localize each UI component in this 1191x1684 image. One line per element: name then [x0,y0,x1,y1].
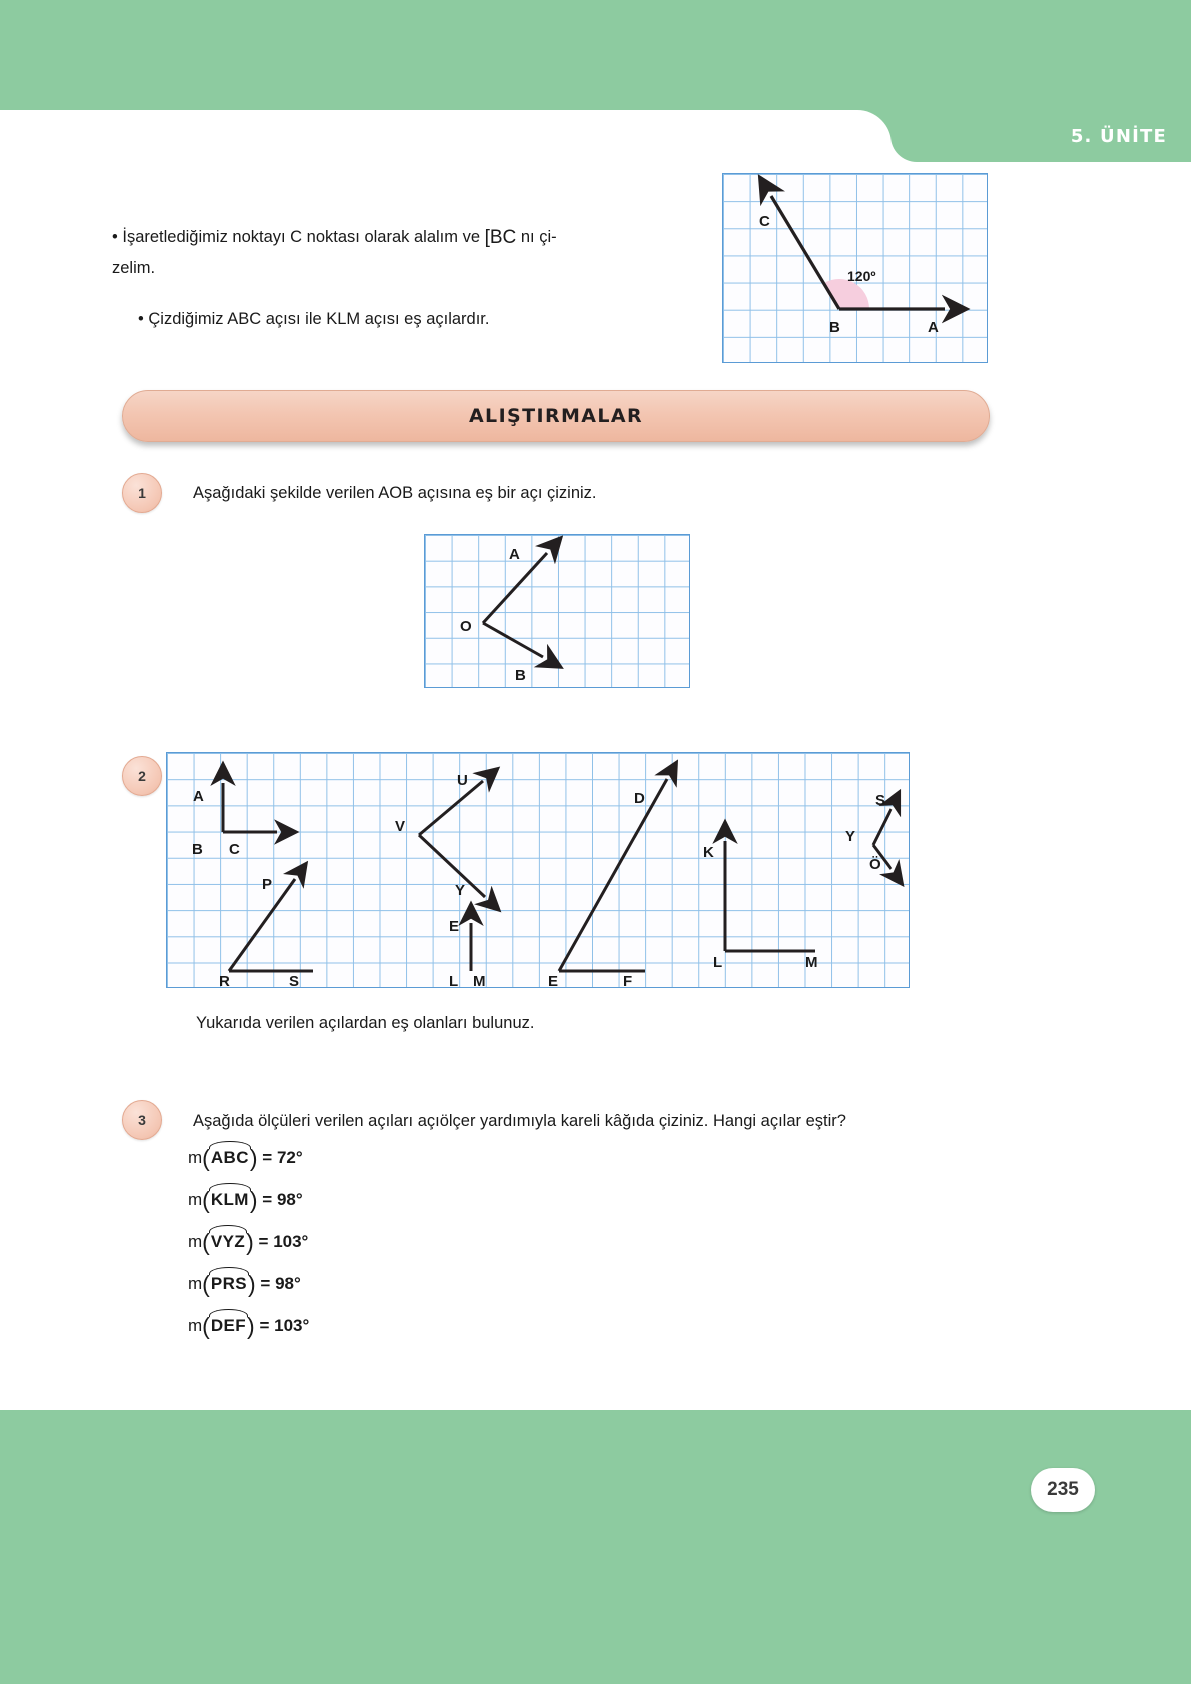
label-m-klm: M [805,954,818,971]
angle-value: 103° [274,1316,310,1335]
question-2-text: Yukarıda verilen açılardan eş olanları bulunuz. [196,1014,535,1032]
angle-value: 98° [275,1274,301,1293]
label-l-elm: L [449,973,459,989]
equals-sign: = [258,1232,269,1251]
question-3-text: Aşağıda ölçüleri verilen açıları açıölçer yardımıyla kareli kâğıda çiziniz. Hangi açılar eştir? [193,1112,846,1130]
label-y-yso: Y [845,828,856,845]
label-c: C [759,213,770,230]
paren-close: ) [246,1229,254,1255]
paren-close: ) [248,1271,256,1297]
equals-sign: = [262,1148,273,1167]
measure-prefix: m [188,1274,203,1293]
equals-sign: = [260,1274,271,1293]
equals-sign: = [262,1190,273,1209]
page-number: 235 [1047,1479,1079,1500]
label-f: F [623,973,633,989]
question-1-number: 1 [138,485,146,501]
paren-open: ( [202,1229,210,1255]
paren-open: ( [202,1271,210,1297]
ray-bracket-notation: [BC [484,227,517,248]
intro-bullet-1-text-end: zelim. [112,259,156,277]
label-m-elm: M [473,973,486,989]
angle-name: VYZ [210,1232,246,1251]
label-s-q2: S [875,792,886,809]
label-s: S [289,973,300,989]
intro-bullet-1-text-cont: nı çi- [516,228,557,246]
intro-bullet-2-text: • Çizdiğimiz ABC açısı ile KLM açısı eş açılardır. [138,310,490,328]
page-number-badge [1031,1468,1095,1512]
angle-name: PRS [210,1274,247,1293]
label-a: A [928,319,939,336]
question-2-number-badge [122,756,162,796]
unit-tab-notch [857,110,891,144]
angle-name: ABC [210,1148,249,1167]
ray-vu [419,781,483,835]
label-y-q2: Y [455,882,466,899]
label-angle-120: 120º [847,268,876,284]
label-u: U [457,772,468,789]
label-a: A [509,546,520,563]
intro-bullet-2 [112,305,712,333]
angle-name: KLM [210,1190,249,1209]
measure-prefix: m [188,1148,203,1167]
formula-row [188,1145,309,1172]
label-o-umlaut: Ö [869,856,881,873]
formula-row [188,1271,309,1298]
paren-close: ) [249,1187,258,1213]
paren-open: ( [202,1187,210,1213]
question-2-grid [166,752,910,988]
ray-ys [873,809,891,845]
unit-label: 5. ÜNİTE [1070,125,1167,147]
unit-tab [891,110,1191,162]
exercises-banner [122,390,990,442]
label-b-q2: B [192,841,203,858]
question-1-svg [425,535,691,689]
intro-bullet-1 [112,222,692,283]
label-b: B [829,319,840,336]
paren-open: ( [202,1313,210,1339]
angle-name: DEF [210,1316,247,1335]
measure-prefix: m [188,1190,203,1209]
paren-close: ) [247,1313,255,1339]
question-1-text: Aşağıdaki şekilde verilen AOB açısına eş bir açı çiziniz. [193,484,597,502]
question-1-number-badge [122,473,162,513]
angle-value: 103° [273,1232,309,1251]
label-p: P [262,876,273,893]
question-1-grid [424,534,690,688]
label-r: R [219,973,230,989]
ray-bc [771,196,839,309]
ray-vy [419,835,485,897]
formula-row [188,1229,309,1256]
intro-bullet-1-text: • İşaretlediğimiz noktayı C noktası olarak alalım ve [112,228,485,246]
exercises-banner-title: ALIŞTIRMALAR [468,405,644,427]
formula-row [188,1313,309,1340]
label-o: O [460,618,472,635]
label-e-elm: E [449,918,460,935]
measure-prefix: m [188,1316,203,1335]
label-k: K [703,844,714,861]
label-d: D [634,790,645,807]
ray-ed [559,779,667,971]
formula-row [188,1187,309,1214]
intro-figure-grid [722,173,988,363]
label-a-q2: A [193,788,204,805]
paren-open: ( [202,1145,210,1171]
question-3-formula-list [188,1145,309,1355]
intro-figure-svg [723,174,989,364]
label-b: B [515,667,526,684]
label-e-def: E [548,973,559,989]
question-2-number: 2 [138,768,146,784]
label-c-q2: C [229,841,240,858]
angle-value: 72° [276,1148,303,1167]
question-3-number-badge [122,1100,162,1140]
label-v: V [395,818,406,835]
equals-sign: = [259,1316,270,1335]
label-l-klm: L [713,954,723,971]
angle-value: 98° [276,1190,303,1209]
question-3-number: 3 [138,1112,146,1128]
paren-close: ) [249,1145,258,1171]
ray-ob [483,623,543,657]
measure-prefix: m [188,1232,203,1251]
ray-oa [483,553,547,623]
question-2-svg [167,753,911,989]
